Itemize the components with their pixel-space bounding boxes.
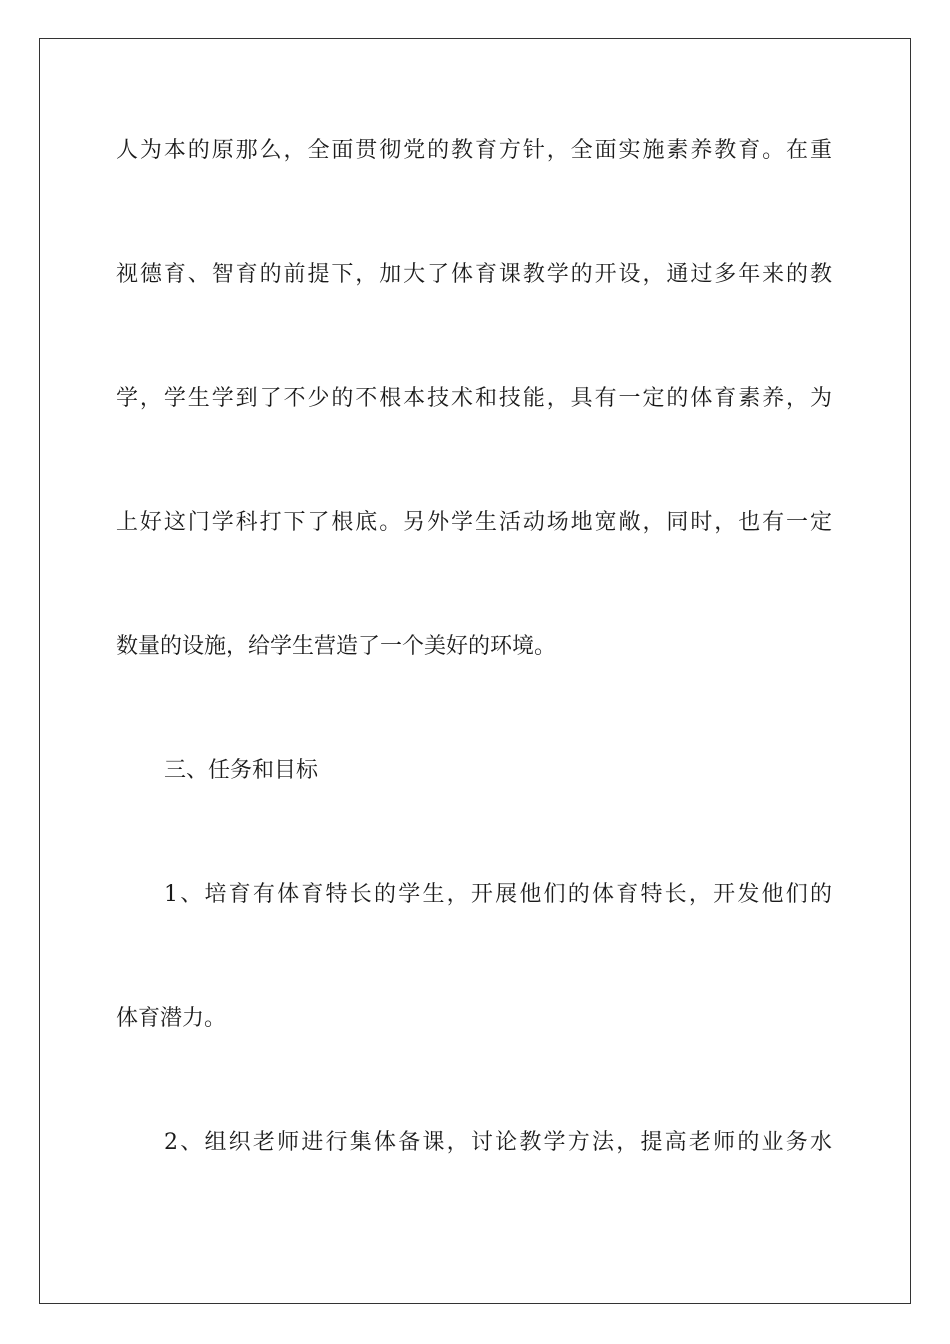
section-heading: 三、任务和目标 <box>164 758 319 783</box>
paragraph-line: 1、培育有体育特长的学生，开展他们的体育特长，开发他们的 <box>164 882 832 907</box>
paragraph-line: 上好这门学科打下了根底。另外学生活动场地宽敞，同时，也有一定 <box>116 510 832 535</box>
paragraph-line: 视德育、智育的前提下，加大了体育课教学的开设，通过多年来的教 <box>116 262 832 287</box>
paragraph-line: 2、组织老师进行集体备课，讨论教学方法，提高老师的业务水 <box>164 1130 832 1155</box>
paragraph-line: 数量的设施，给学生营造了一个美好的环境。 <box>116 634 557 659</box>
paragraph-line: 人为本的原那么，全面贯彻党的教育方针，全面实施素养教育。在重 <box>116 138 832 163</box>
paragraph-line: 学，学生学到了不少的不根本技术和技能，具有一定的体育素养，为 <box>116 386 832 411</box>
paragraph-line: 体育潜力。 <box>116 1006 227 1031</box>
page-border <box>39 38 911 1304</box>
